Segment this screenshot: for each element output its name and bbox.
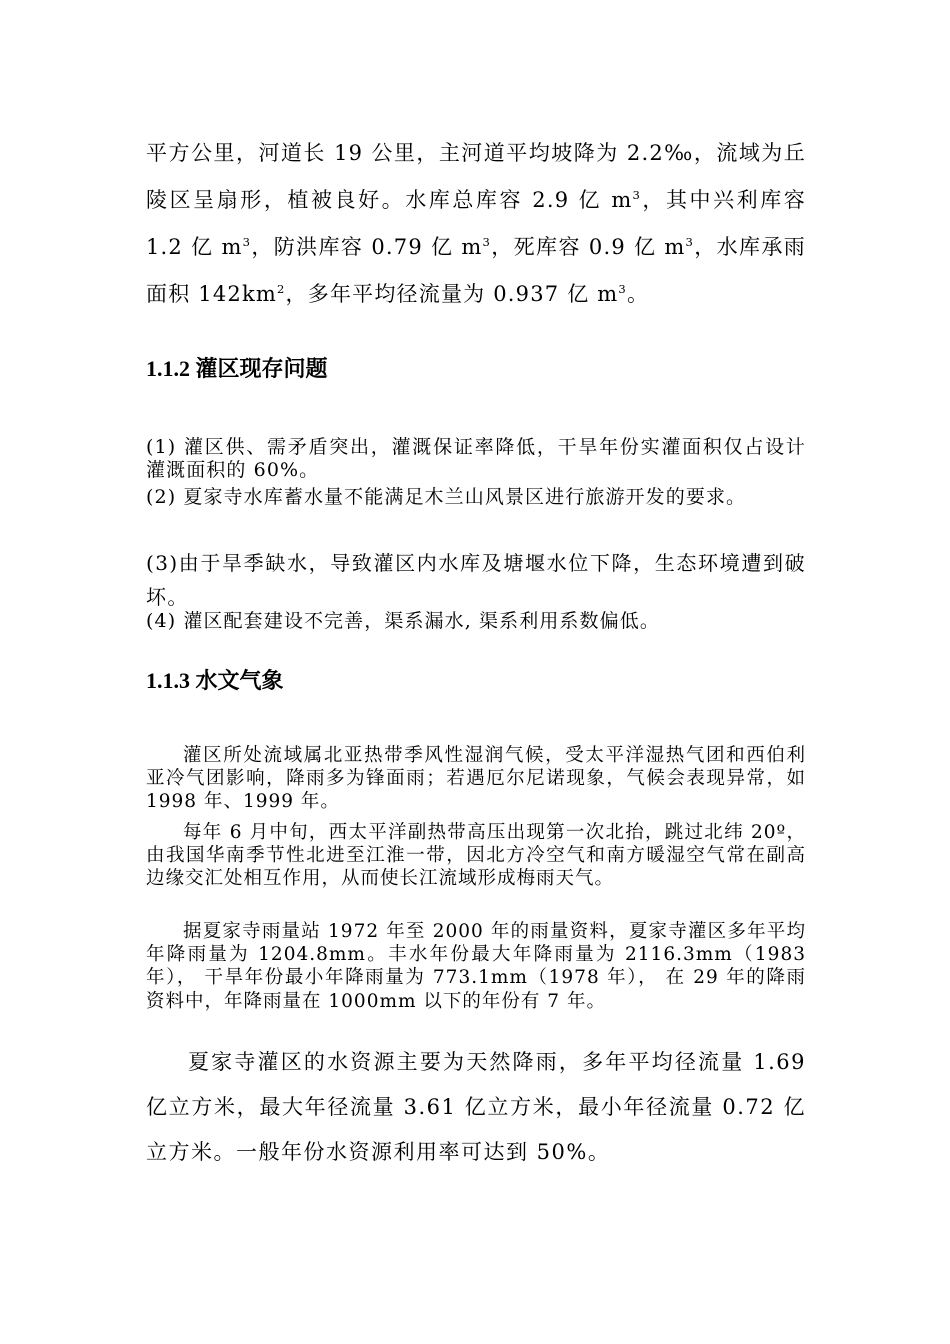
rainfall-paragraph: 据夏家寺雨量站 1972 年至 2000 年的雨量资料，夏家寺灌区多年平均年降雨量为 1204.8mm。丰水年份最大年降雨量为 2116.3mm（1983 年）， 干旱年份最小年降雨量为 773.1mm（1978 年）， 在 29 年的降雨资料中，年降雨量在 1000mm 以下的年份有 7 年。: [146, 921, 806, 1012]
text-run: ，水库承雨面积 142km: [146, 235, 806, 306]
text-run: 平方公里，河道长 19 公里，主河道平均坡降为 2.2‰，流域为丘陵区呈扇形，植被良好。水库总库容 2.9 亿 m: [146, 141, 806, 212]
superscript: 3: [618, 282, 627, 296]
problem-item-1: (1) 灌区供、需矛盾突出，灌溉保证率降低，干旱年份实灌面积仅占设计灌溉面积的 60%。: [146, 436, 806, 481]
problem-item-2: (2) 夏家寺水库蓄水量不能满足木兰山风景区进行旅游开发的要求。: [146, 486, 747, 508]
reservoir-paragraph: [146, 130, 806, 318]
text-run: ，其中兴利库容 1.2 亿 m: [146, 188, 806, 259]
superscript: 2: [277, 282, 286, 296]
water-resource-paragraph: 夏家寺灌区的水资源主要为天然降雨，多年平均径流量 1.69 亿立方米，最大年径流量 3.61 亿立方米，最小年径流量 0.72 亿立方米。一般年份水资源利用率可达到 50%。: [146, 1050, 806, 1164]
problem-item-3: (3)由于旱季缺水，导致灌区内水库及塘堰水位下降，生态环境遭到破坏。: [146, 551, 806, 609]
superscript: 3: [632, 188, 642, 202]
text-run: ，防洪库容 0.79 亿 m: [251, 235, 483, 259]
text-run: ，多年平均径流量为 0.937 亿 m: [285, 282, 619, 306]
text-run: 。: [626, 282, 650, 306]
superscript: 3: [242, 235, 252, 249]
superscript: 3: [685, 235, 695, 249]
section-heading-hydrology: 1.1.3 水文气象: [146, 668, 284, 693]
superscript: 3: [482, 235, 492, 249]
section-heading-problems: 1.1.2 灌区现存问题: [146, 356, 328, 381]
problem-item-4: (4) 灌区配套建设不完善，渠系漏水, 渠系利用系数偏低。: [146, 610, 660, 632]
meiyu-paragraph: 每年 6 月中旬，西太平洋副热带高压出现第一次北抬，跳过北纬 20º，由我国华南季节性北进至江淮一带，因北方冷空气和南方暖湿空气常在副高边缘交汇处相互作用，从而使长江流域形成梅雨天气。: [146, 822, 806, 890]
text-run: ，死库容 0.9 亿 m: [491, 235, 686, 259]
climate-paragraph: 灌区所处流域属北亚热带季风性湿润气候，受太平洋湿热气团和西伯利亚冷气团影响，降雨多为锋面雨；若遇厄尔尼诺现象，气候会表现异常，如 1998 年、1999 年。: [146, 745, 806, 813]
